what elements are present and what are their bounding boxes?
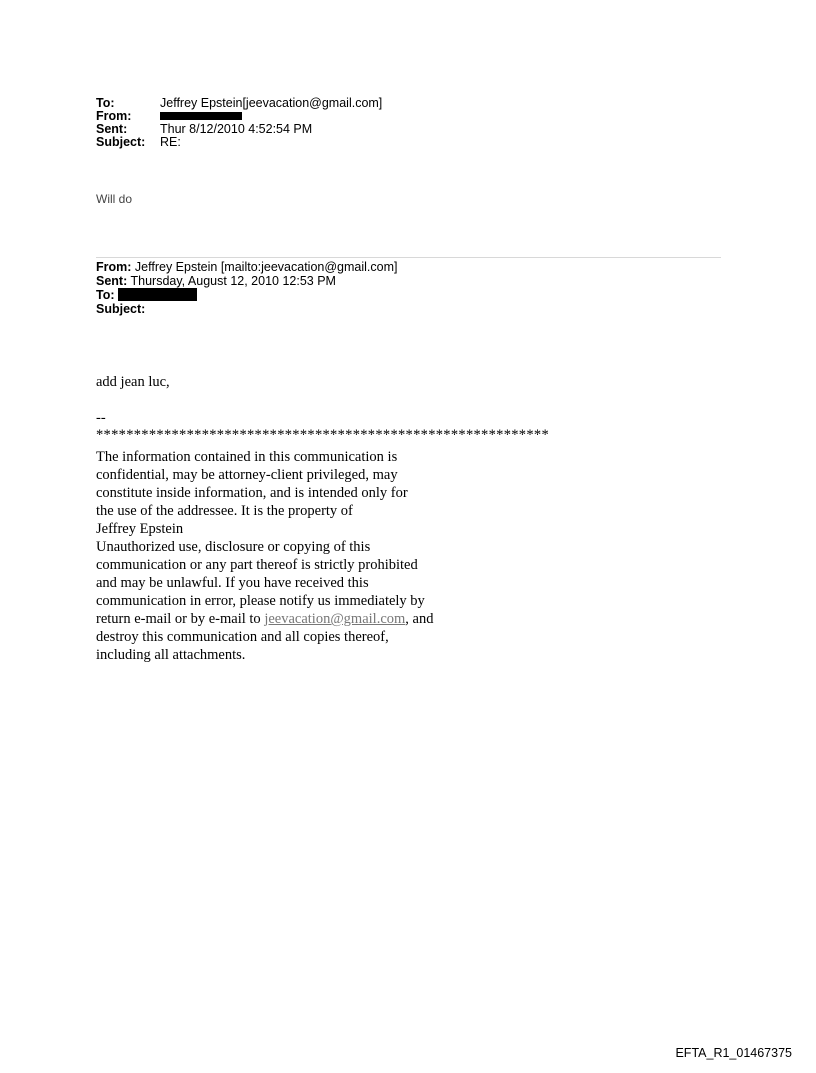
quoted-sent-row bbox=[96, 274, 397, 288]
disclaimer-line: Unauthorized use, disclosure or copying of this bbox=[96, 539, 371, 555]
disclaimer-line: confidential, may be attorney-client privileged, may bbox=[96, 467, 398, 483]
header-subject-row bbox=[96, 136, 382, 149]
disclaimer-line: constitute inside information, and is intended only for bbox=[96, 485, 408, 501]
disclaimer-line: including all attachments. bbox=[96, 647, 246, 663]
quoted-subject-label: Subject: bbox=[96, 302, 146, 316]
signature-dashes: -- bbox=[96, 410, 106, 426]
disclaimer-line: and may be unlawful. If you have received this bbox=[96, 575, 369, 591]
from-label: From: bbox=[96, 109, 132, 123]
disclaimer-line: communication in error, please notify us immediately by bbox=[96, 593, 425, 609]
quoted-header bbox=[96, 260, 397, 316]
quoted-from-label: From: bbox=[96, 260, 132, 274]
disclaimer-text: return e-mail or by e-mail to bbox=[96, 611, 265, 627]
divider bbox=[96, 257, 721, 258]
header-to-row bbox=[96, 97, 382, 110]
disclaimer-line: Jeffrey Epstein bbox=[96, 521, 184, 537]
confidentiality-disclaimer bbox=[96, 448, 516, 664]
subject-label: Subject: bbox=[96, 135, 146, 149]
message-greeting: add jean luc, bbox=[96, 374, 170, 390]
quoted-sent-value: Thursday, August 12, 2010 12:53 PM bbox=[130, 274, 336, 288]
document-id: EFTA_R1_01467375 bbox=[675, 1046, 792, 1060]
disclaimer-line: destroy this communication and all copies thereof, bbox=[96, 629, 389, 645]
disclaimer-line: The information contained in this communication is bbox=[96, 449, 398, 465]
to-value: Jeffrey Epstein[jeevacation@gmail.com] bbox=[160, 96, 383, 110]
subject-value: RE: bbox=[160, 135, 181, 149]
email-header bbox=[96, 97, 382, 149]
disclaimer-text: , and bbox=[405, 611, 434, 627]
email-link[interactable]: jeevacation@gmail.com bbox=[264, 611, 406, 627]
quoted-to-row bbox=[96, 288, 397, 302]
sent-value: Thur 8/12/2010 4:52:54 PM bbox=[160, 122, 313, 136]
redaction-bar bbox=[160, 112, 242, 120]
quoted-sent-label: Sent: bbox=[96, 274, 128, 288]
to-label: To: bbox=[96, 96, 115, 110]
disclaimer-line: communication or any part thereof is strictly prohibited bbox=[96, 557, 418, 573]
sent-label: Sent: bbox=[96, 122, 128, 136]
redaction-bar bbox=[118, 288, 197, 301]
quoted-subject-row bbox=[96, 302, 397, 316]
disclaimer-line bbox=[96, 610, 516, 628]
asterisk-separator: ************************************************************ bbox=[96, 427, 549, 443]
quoted-from-row bbox=[96, 260, 397, 274]
disclaimer-line: the use of the addressee. It is the property of bbox=[96, 503, 353, 519]
quoted-from-value: Jeffrey Epstein [mailto:jeevacation@gmail.com] bbox=[134, 260, 398, 274]
quoted-to-label: To: bbox=[96, 288, 115, 302]
reply-text: Will do bbox=[96, 192, 133, 206]
